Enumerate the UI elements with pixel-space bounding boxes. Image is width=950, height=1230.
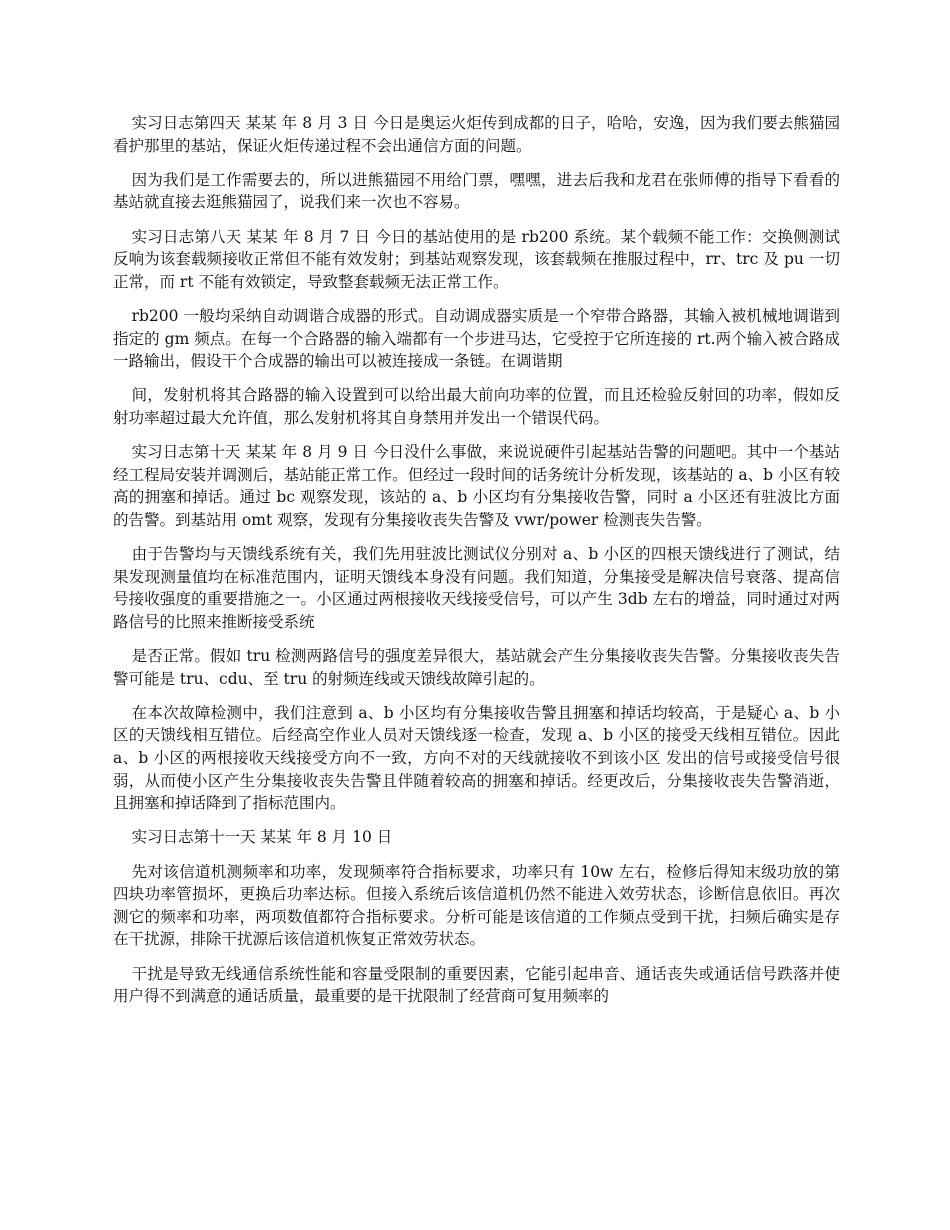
paragraph-day8-combiner: rb200 一般均采纳自动调谐合成器的形式。自动调成器实质是一个窄带合路器，其输入被机械地调谐到指定的 gm 频点。在每一个合路器的输入端都有一个步进马达，它受控于它所连接的 rt.两个输入被合路成一路输出，假设干个合成器的输出可以被连接成一条链。在调谐期	[113, 306, 840, 371]
paragraph-day10-vswr-test: 由于告警均与天馈线系统有关，我们先用驻波比测试仪分别对 a、b 小区的四根天馈线进行了测试，结果发现测量值均在标准范围内，证明天馈线本身没有问题。我们知道，分集接受是解决信号衰落、提高信号接收强度的重要措施之一。小区通过两根接收天线接受信号，可以产生 3db 左右的增益，同时通过对两路信号的比照来推断接受系统	[113, 545, 840, 631]
paragraph-day4-intro: 实习日志第四天 某某 年 8 月 3 日 今日是奥运火炬传到成都的日子，哈哈，安逸，因为我们要去熊猫园看护那里的基站，保证火炬传递过程不会出通信方面的问题。	[113, 114, 840, 155]
document-body	[113, 112, 840, 1019]
paragraph-day10-fault-check: 在本次故障检测中，我们注意到 a、b 小区均有分集接收告警且拥塞和掉话均较高，于是疑心 a、b 小区的天馈线相互错位。后经高空作业人员对天馈线逐一检查，发现 a、b 小区的接受天线相互错位。因此 a、b 小区的两根接收天线接受方向不一致，方向不对的天线就接收不到该小区 发出的信号或接受信号很弱，从而使小区产生分集接收丧失告警且伴随着较高的拥塞和掉话。经更改后，分集接收丧失告警消逝，且拥塞和掉话降到了指标范围内。	[113, 703, 840, 813]
paragraph-day11-heading: 实习日志第十一天 某某 年 8 月 10 日	[131, 828, 393, 847]
paragraph-day8-intro: 实习日志第八天 某某 年 8 月 7 日 今日的基站使用的是 rb200 系统。某个载频不能工作：交换侧测试反响为该套载频接收正常但不能有效发射；到基站观察发现，该套载频在推服过程中，rr、trc 及 pu 一切正常，而 rt 不能有效锁定，导致整套载频无法正常工作。	[113, 227, 840, 291]
paragraph-day8-tuning: 间，发射机将其合路器的输入设置到可以给出最大前向功率的位置，而且还检验反射回的功率，假如反射功率超过最大允许值，那么发射机将其自身禁用并发出一个错误代码。	[113, 386, 840, 427]
paragraph-day10-diversity-alarm: 是否正常。假如 tru 检测两路信号的强度差异很大，基站就会产生分集接收丧失告警。分集接收丧失告警可能是 tru、cdu、至 tru 的射频连线或天馈线故障引起的。	[113, 647, 840, 688]
paragraph-day10-intro: 实习日志第十天 某某 年 8 月 9 日 今日没什么事做，来说说硬件引起基站告警的问题吧。其中一个基站经工程局安装并调测后，基站能正常工作。但经过一段时间的话务统计分析发现，该基站的 a、b 小区有较高的拥塞和掉话。通过 bc 观察发现，该站的 a、b 小区均有分集接收告警，同时 a 小区还有驻波比方面的告警。到基站用 omt 观察，发现有分集接收丧失告警及 vwr/power 检测丧失告警。	[113, 443, 840, 529]
paragraph-day11-interference: 干扰是导致无线通信系统性能和容量受限制的重要因素，它能引起串音、通话丧失或通话信号跌落并使用户得不到满意的通话质量，最重要的是干扰限制了经营商可复用频率的	[113, 964, 840, 1006]
paragraph-day11-repair: 先对该信道机测频率和功率，发现频率符合指标要求，功率只有 10w 左右，检修后得知末级功放的第四块功率管损坏，更换后功率达标。但接入系统后该信道机仍然不能进入效劳状态，诊断信息依旧。再次测它的频率和功率，两项数值都符合指标要求。分析可能是该信道的工作频点受到干扰，扫频后确实是存在干扰源，排除干扰源后该信道机恢复正常效劳状态。	[113, 862, 840, 949]
paragraph-day4-panda-park: 因为我们是工作需要去的，所以进熊猫园不用给门票，嘿嘿，进去后我和龙君在张师傅的指导下看看的基站就直接去逛熊猫园了，说我们来一次也不容易。	[113, 170, 840, 212]
